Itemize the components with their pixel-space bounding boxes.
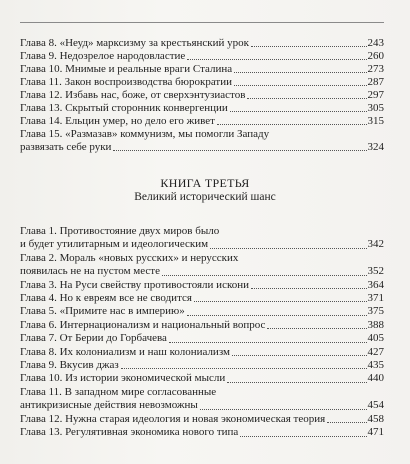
toc-entry: [20, 319, 384, 332]
toc-line: [20, 359, 384, 372]
page-number: 352: [367, 265, 384, 278]
toc-line: [20, 238, 384, 251]
chapter-title: появилась не на пустом месте: [20, 265, 160, 278]
toc-entry: [20, 128, 384, 154]
chapter-title: Глава 12. Нужна старая идеология и новая экономическая теория: [20, 412, 326, 425]
book-title: КНИГА ТРЕТЬЯ: [160, 176, 250, 190]
toc-entry: [20, 372, 384, 385]
chapter-title: Глава 8. Их колониализм и наш колониализм: [20, 345, 230, 358]
page-number: 305: [367, 102, 384, 114]
dot-leader: [267, 328, 366, 329]
toc-line: [20, 37, 384, 50]
toc-line: [20, 279, 384, 292]
dot-leader: [251, 288, 366, 289]
page-number: 243: [367, 37, 384, 49]
chapter-title: Глава 7. От Берии до Горбачева: [20, 332, 167, 345]
toc-line: [20, 386, 384, 399]
dot-leader: [227, 382, 366, 383]
dot-leader: [234, 85, 367, 86]
toc-entry: [20, 102, 384, 115]
dot-leader: [232, 355, 367, 356]
chapter-title: Глава 8. «Неуд» марксизму за крестьянский урок: [20, 37, 250, 49]
toc-entry: [20, 252, 384, 279]
dot-leader: [187, 59, 366, 60]
chapter-title: Глава 3. На Руси свейству противостояли искони: [20, 278, 250, 291]
dot-leader: [200, 409, 367, 410]
page-number: 324: [367, 141, 384, 153]
dot-leader: [247, 98, 366, 99]
page-number: 405: [367, 332, 384, 345]
page-number: 364: [367, 278, 384, 291]
page-number: 287: [367, 76, 384, 88]
chapter-title: Глава 13. Скрытый сторонник конвергенции: [20, 102, 228, 114]
dot-leader: [113, 150, 366, 151]
toc-part-three: [20, 225, 384, 440]
toc-entry: [20, 346, 384, 359]
toc-entry: [20, 225, 384, 252]
chapter-title: Глава 9. Недозрелое народовластие: [20, 50, 186, 62]
chapter-title: Глава 10. Мнимые и реальные враги Сталина: [20, 63, 233, 75]
page-number: 315: [367, 115, 384, 127]
toc-entry: [20, 292, 384, 305]
toc-line: [20, 225, 384, 238]
chapter-title: Глава 5. «Примите нас в империю»: [20, 305, 185, 318]
page-number: 375: [367, 305, 384, 318]
toc-line: [20, 141, 384, 154]
chapter-title: Глава 15. «Размазав» коммунизм, мы помогли Западу: [20, 128, 270, 140]
toc-line: [20, 115, 384, 128]
chapter-title: Глава 11. Закон воспроизводства бюрократии: [20, 76, 232, 88]
page-number: 273: [367, 63, 384, 75]
toc-line: [20, 128, 384, 141]
page-number: 458: [367, 412, 384, 425]
book-subtitle: Великий исторический шанс: [134, 191, 276, 203]
toc-line: [20, 102, 384, 115]
page-number: 297: [367, 89, 384, 101]
toc-entry: [20, 305, 384, 318]
toc-entry: [20, 63, 384, 76]
toc-line: [20, 76, 384, 89]
toc-entry: [20, 359, 384, 372]
toc-line: [20, 346, 384, 359]
page-number: 260: [367, 50, 384, 62]
toc-line: [20, 372, 384, 385]
page-number: 342: [367, 238, 384, 251]
toc-line: [20, 252, 384, 265]
toc-entry: [20, 115, 384, 128]
chapter-title: и будет утилитарным и идеологическим: [20, 238, 209, 251]
chapter-title: Глава 4. Но к евреям все не сводится: [20, 292, 192, 305]
toc-line: [20, 50, 384, 63]
toc-line: [20, 292, 384, 305]
dot-leader: [121, 368, 367, 369]
dot-leader: [240, 436, 366, 437]
toc-line: [20, 332, 384, 345]
toc-line: [20, 399, 384, 412]
dot-leader: [169, 342, 367, 343]
dot-leader: [251, 46, 366, 47]
chapter-title: Глава 9. Вкусив джаз: [20, 359, 119, 372]
toc-entry: [20, 37, 384, 50]
dot-leader: [162, 275, 367, 276]
chapter-title: развязать себе руки: [20, 141, 112, 153]
page-number: 435: [367, 359, 384, 372]
toc-line: [20, 63, 384, 76]
dot-leader: [234, 72, 366, 73]
toc-entry: [20, 332, 384, 345]
dot-leader: [187, 315, 367, 316]
toc-line: [20, 265, 384, 278]
toc-entry: [20, 279, 384, 292]
toc-line: [20, 89, 384, 102]
dot-leader: [210, 248, 366, 249]
chapter-title: Глава 1. Противостояние двух миров было: [20, 225, 220, 237]
toc-part-two: [20, 37, 384, 154]
chapter-title: Глава 2. Мораль «новых русских» и нерусских: [20, 251, 239, 264]
dot-leader: [230, 111, 367, 112]
toc-entry: [20, 50, 384, 63]
toc-line: [20, 413, 384, 426]
toc-line: [20, 426, 384, 439]
chapter-title: Глава 11. В западном мире согласованные: [20, 385, 217, 398]
chapter-title: Глава 14. Ельцин умер, но дело его живет: [20, 115, 215, 127]
page-number: 454: [367, 399, 384, 412]
chapter-title: Глава 12. Избавь нас, боже, от сверхэнтузиастов: [20, 89, 246, 101]
chapter-title: Глава 6. Интернационализм и национальный вопрос: [20, 318, 266, 331]
toc-entry: [20, 413, 384, 426]
chapter-title: Глава 10. Из истории экономической мысли: [20, 372, 226, 385]
toc-entry: [20, 89, 384, 102]
toc-line: [20, 305, 384, 318]
page-number: 440: [367, 372, 384, 385]
dot-leader: [217, 124, 367, 125]
page-number: 471: [367, 426, 384, 439]
top-divider: [20, 22, 384, 23]
dot-leader: [194, 301, 367, 302]
toc-entry: [20, 386, 384, 413]
toc-entry: [20, 426, 384, 439]
toc-line: [20, 319, 384, 332]
page-number: 427: [367, 345, 384, 358]
toc-entry: [20, 76, 384, 89]
dot-leader: [327, 422, 366, 423]
chapter-title: антикризисные действия невозможны: [20, 399, 198, 412]
page-number: 371: [367, 292, 384, 305]
chapter-title: Глава 13. Регулятивная экономика нового типа: [20, 426, 239, 439]
page-number: 388: [367, 318, 384, 331]
